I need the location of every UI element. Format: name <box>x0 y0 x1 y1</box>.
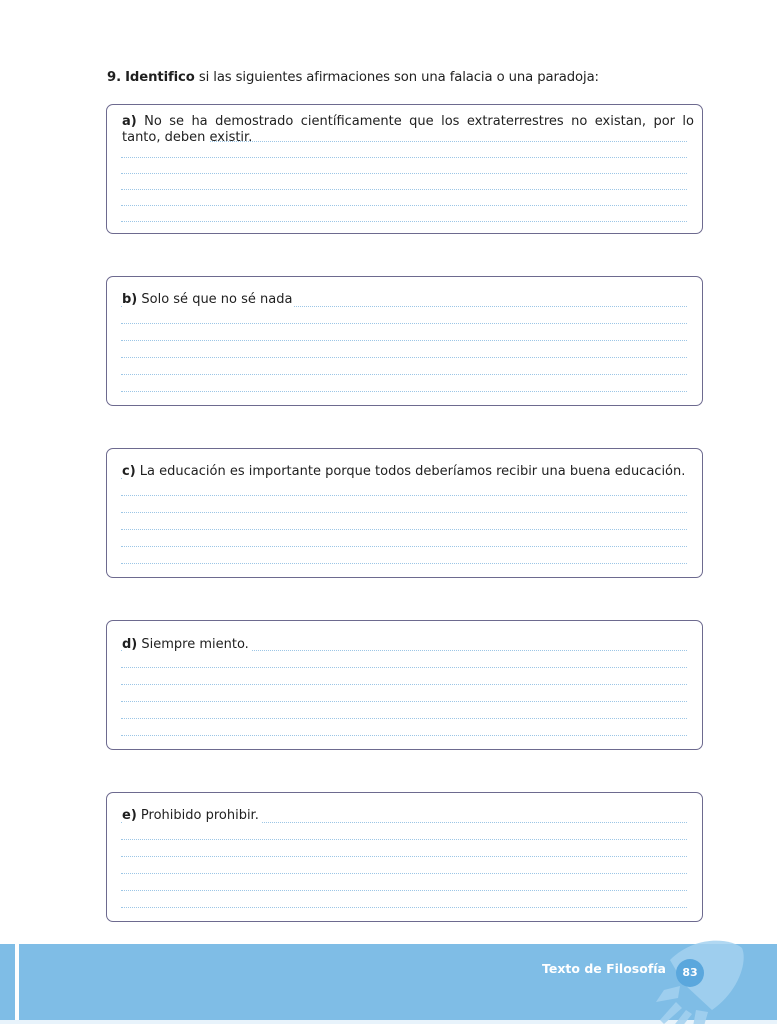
answer-line[interactable] <box>121 391 687 392</box>
statement-e <box>122 808 694 824</box>
answer-box-e <box>106 792 703 922</box>
question-keyword: Identifico <box>125 70 195 85</box>
answer-line[interactable] <box>121 684 687 685</box>
question-heading <box>107 70 599 85</box>
answer-line[interactable] <box>121 856 687 857</box>
answer-line[interactable] <box>121 701 687 702</box>
answer-line[interactable] <box>121 718 687 719</box>
statement-b <box>122 292 694 308</box>
answer-line[interactable] <box>121 205 687 206</box>
item-text: No se ha demostrado científicamente que los extraterrestres no existan, por lo tanto, deben existir. <box>122 114 694 145</box>
question-number: 9. <box>107 70 121 85</box>
statement-a <box>122 114 694 146</box>
answer-line[interactable] <box>121 667 687 668</box>
answer-line[interactable] <box>121 873 687 874</box>
answer-line[interactable] <box>121 357 687 358</box>
answer-line[interactable] <box>121 189 687 190</box>
item-text: Prohibido prohibir. <box>136 808 259 823</box>
statement-d <box>122 637 694 653</box>
answer-line[interactable] <box>121 323 687 324</box>
item-letter: b) <box>122 292 138 307</box>
answer-line[interactable] <box>121 546 687 547</box>
answer-line[interactable] <box>121 529 687 530</box>
answer-line[interactable] <box>121 495 687 496</box>
answer-line[interactable] <box>121 890 687 891</box>
item-letter: a) <box>122 114 137 129</box>
item-text: Siempre miento. <box>137 637 249 652</box>
answer-line[interactable] <box>121 173 687 174</box>
item-letter: d) <box>122 637 138 652</box>
statement-c <box>122 464 694 480</box>
answer-line[interactable] <box>121 839 687 840</box>
answer-line[interactable] <box>121 340 687 341</box>
book-title: Texto de Filosofía <box>542 961 666 976</box>
page-number: 83 <box>676 959 704 987</box>
footer-stripe <box>15 944 19 1024</box>
item-text: La educación es importante porque todos deberíamos recibir una buena educación. <box>135 464 686 479</box>
answer-line[interactable] <box>121 221 687 222</box>
answer-box-c <box>106 448 703 578</box>
answer-line[interactable] <box>121 157 687 158</box>
answer-box-d <box>106 620 703 750</box>
answer-line[interactable] <box>121 735 687 736</box>
answer-line[interactable] <box>121 563 687 564</box>
page-footer <box>0 944 777 1024</box>
answer-line[interactable] <box>121 512 687 513</box>
item-text: Solo sé que no sé nada <box>137 292 293 307</box>
answer-box-a <box>106 104 703 234</box>
answer-line[interactable] <box>121 907 687 908</box>
item-letter: e) <box>122 808 137 823</box>
question-instructions: si las siguientes afirmaciones son una falacia o una paradoja: <box>194 70 599 85</box>
answer-line[interactable] <box>121 374 687 375</box>
answer-box-b <box>106 276 703 406</box>
item-letter: c) <box>122 464 136 479</box>
